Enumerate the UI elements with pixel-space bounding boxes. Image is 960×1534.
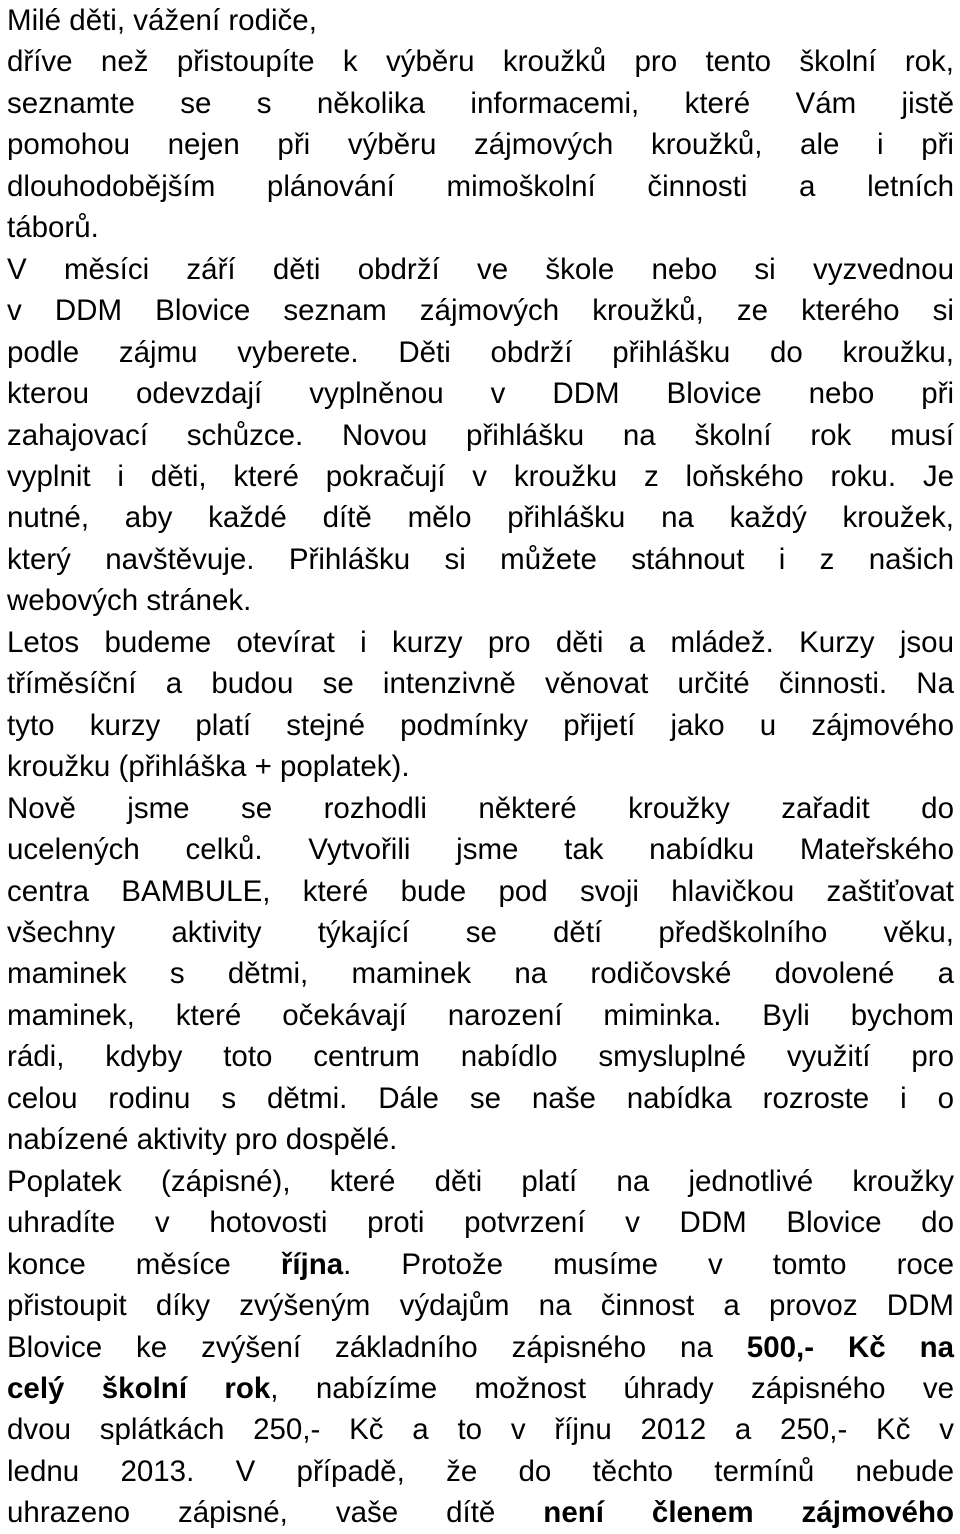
text-line: v DDM Blovice seznam zájmových kroužků, ze kterého si	[7, 294, 954, 328]
paragraph-registration	[7, 249, 954, 622]
membership-warning: není členem zájmového	[543, 1496, 954, 1530]
text-line: nutné, aby každé dítě mělo přihlášku na každý kroužek,	[7, 501, 954, 535]
text-run: uhrazeno zápisné, vaše dítě	[7, 1496, 544, 1530]
text-run: Blovice ke zvýšení základního zápisného na	[7, 1330, 747, 1364]
text-line: dvou splátkách 250,- Kč a to v říjnu 2012 a 250,- Kč v	[7, 1413, 954, 1447]
text-line: webových stránek.	[7, 584, 252, 618]
text-line: dříve než přistoupíte k výběru kroužků pro tento školní rok,	[7, 45, 954, 79]
text-line: maminek, které očekávají narození miminka. Byli bychom	[7, 998, 954, 1032]
text-line: podle zájmu vyberete. Děti obdrží přihlášku do kroužku,	[7, 335, 954, 369]
text-line: celou rodinu s dětmi. Dále se naše nabídka rozroste i o	[7, 1081, 954, 1115]
text-run: . Protože musíme v tomto roce	[343, 1247, 954, 1281]
text-line: přistoupit díky zvýšeným výdajům na činnost a provoz DDM	[7, 1289, 954, 1323]
text-line: rádi, kdyby toto centrum nabídlo smysluplné využití pro	[7, 1040, 954, 1074]
text-line	[7, 1368, 954, 1409]
fee-period: celý školní rok	[7, 1371, 271, 1405]
text-run: , nabízíme možnost úhrady zápisného ve	[270, 1371, 954, 1405]
text-line: maminek s dětmi, maminek na rodičovské dovolené a	[7, 957, 954, 991]
text-line: Poplatek (zápisné), které děti platí na jednotlivé kroužky	[7, 1164, 954, 1198]
fee-amount: 500,- Kč na	[746, 1330, 954, 1364]
text-line: tříměsíční a budou se intenzivně věnovat určité činnosti. Na	[7, 667, 954, 701]
text-line: uhradíte v hotovosti proti potvrzení v DDM Blovice do	[7, 1206, 954, 1240]
text-line: táborů.	[7, 211, 99, 245]
text-line	[7, 1327, 954, 1368]
text-line: lednu 2013. V případě, že do těchto termínů nebude	[7, 1454, 954, 1488]
paragraph-introduction	[7, 41, 954, 248]
text-line: seznamte se s několika informacemi, které Vám jistě	[7, 86, 954, 120]
text-line: všechny aktivity týkající se dětí předškolního věku,	[7, 915, 954, 949]
text-line	[7, 1492, 954, 1533]
text-line: kroužku (přihláška + poplatek).	[7, 750, 410, 784]
text-line: Letos budeme otevírat i kurzy pro děti a mládež. Kurzy jsou	[7, 625, 954, 659]
letter-greeting: Milé děti, vážení rodiče,	[7, 4, 317, 37]
text-line: nabízené aktivity pro dospělé.	[7, 1123, 398, 1157]
text-line: dlouhodobějším plánování mimoškolní činnosti a letních	[7, 169, 954, 203]
text-line: V měsíci září děti obdrží ve škole nebo si vyzvednou	[7, 252, 954, 286]
paragraph-courses	[7, 622, 954, 788]
paragraph-bambule-centre	[7, 788, 954, 1161]
text-line: kterou odevzdají vyplněnou v DDM Blovice nebo při	[7, 377, 954, 411]
text-line	[7, 1244, 954, 1285]
text-line: pomohou nejen při výběru zájmových kroužků, ale i při	[7, 128, 954, 162]
paragraph-fees	[7, 1161, 954, 1534]
text-line: který navštěvuje. Přihlášku si můžete stáhnout i z našich	[7, 542, 954, 576]
deadline-month: října	[280, 1247, 344, 1281]
text-line: Nově jsme se rozhodli některé kroužky zařadit do	[7, 791, 954, 825]
text-line: tyto kurzy platí stejné podmínky přijetí jako u zájmového	[7, 708, 954, 742]
text-line: centra BAMBULE, které bude pod svoji hlavičkou zaštiťovat	[7, 874, 954, 908]
text-run: konce měsíce	[7, 1247, 281, 1281]
text-line: ucelených celků. Vytvořili jsme tak nabídku Mateřského	[7, 833, 954, 867]
text-line: zahajovací schůzce. Novou přihlášku na školní rok musí	[7, 418, 954, 452]
text-line: vyplnit i děti, které pokračují v kroužku z loňského roku. Je	[7, 459, 954, 493]
